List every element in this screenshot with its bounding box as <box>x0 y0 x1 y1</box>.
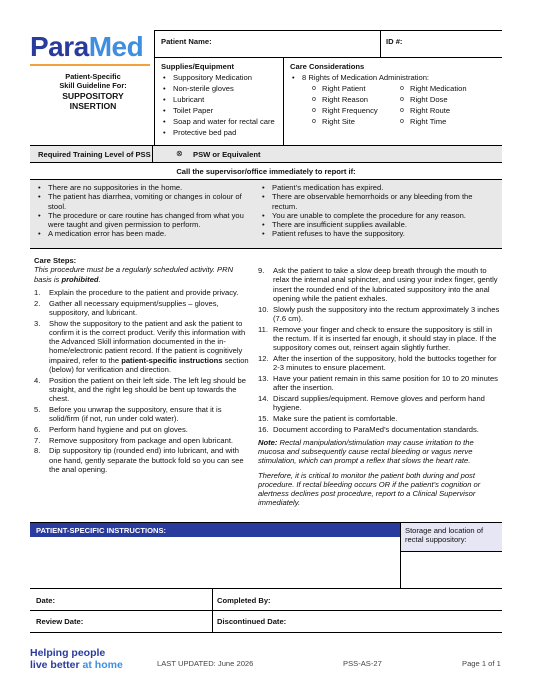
list-item: • Suppository Medication <box>161 72 281 83</box>
list-item: • Non-sterile gloves <box>161 83 281 94</box>
psi-title: PATIENT-SPECIFIC INSTRUCTIONS: <box>30 523 400 537</box>
list-item: o Right Site <box>312 116 400 127</box>
list-item: 9. Ask the patient to take a slow deep breath through the mouth to relax the internal anal sphincter, and using your index finger, gently insert the rounded end of the lubricated suppository into the anal opening while the patient exhales. <box>258 266 498 303</box>
list-item: o Right Time <box>400 116 467 127</box>
steps-list-left <box>34 288 252 474</box>
id-label: ID #: <box>386 37 403 46</box>
divider <box>283 57 284 145</box>
x-circle-icon: ⊗ <box>176 149 183 158</box>
list-item: o Right Reason <box>312 94 400 105</box>
rights-list-2 <box>400 83 467 127</box>
list-item: 7. Remove suppository from package and open lubricant. <box>34 435 234 445</box>
logo-underline <box>30 64 150 66</box>
footer-tagline: Helping people live better at home <box>30 647 123 672</box>
last-updated: LAST UPDATED: June 2026 <box>157 659 254 668</box>
divider <box>154 57 502 58</box>
storage-label: Storage and location of rectal suppository: <box>401 523 502 552</box>
list-item: 11. Remove your finger and check to ensure the suppository is still in the rectum. If it is inserted far enough, it should stay in place. If the suppository comes out, reinsert again slightly further. <box>258 324 497 352</box>
paramed-logo: ParaMed <box>30 31 144 62</box>
care-steps-left <box>34 256 252 476</box>
signoff-grid <box>30 589 502 633</box>
page-number: Page 1 of 1 <box>462 659 501 668</box>
divider <box>212 589 213 633</box>
steps-list-right <box>258 266 502 434</box>
divider <box>30 610 502 611</box>
completed-by-field[interactable]: Completed By: <box>217 596 271 605</box>
doc-code: PSS-AS-27 <box>343 659 382 668</box>
care-steps-right <box>258 266 502 508</box>
care-considerations <box>290 62 502 127</box>
review-date-field[interactable]: Review Date: <box>36 617 84 626</box>
training-label: Required Training Level of PSS <box>38 150 151 159</box>
care-steps-intro: This procedure must be a regularly scheduled activity. PRN basis is prohibited. <box>34 265 234 284</box>
list-item: • You are unable to complete the procedure for any reason. <box>260 211 498 220</box>
list-item: 15. Make sure the patient is comfortable. <box>258 413 398 423</box>
list-item: 14. Discard supplies/equipment. Remove gloves and perform hand hygiene. <box>258 393 485 412</box>
list-item: 1. Explain the procedure to the patient and provide privacy. <box>34 287 239 297</box>
supplies-list <box>161 72 281 138</box>
list-item: • Patient refuses to have the suppository. <box>260 229 498 238</box>
list-item: • There are no suppositories in the home. <box>36 183 260 192</box>
list-item: 16. Document according to ParaMed’s documentation standards. <box>258 424 479 434</box>
list-item: 4. Position the patient on their left side. The left leg should be straight, and the right leg should be bent up towards the chest. <box>34 375 247 403</box>
supplies-title: Supplies/Equipment <box>161 62 234 71</box>
list-item: 13. Have your patient remain in this same position for 10 to 20 minutes after the insertion. <box>258 373 498 392</box>
list-item: • There are observable hemorrhoids or any bleeding from the rectum. <box>260 192 498 211</box>
list-item: 3. Show the suppository to the patient and ask the patient to confirm it is the correct product. Verify this information with the Advanced Skill information documented in the in-home/electronic patient record. If the patient is cognitively impaired, refer to the patient-specific instructions section (below) for verification and direction. <box>34 318 249 374</box>
note-text: Note: Rectal manipulation/stimulation may cause irritation to the mucosa and subsequently cause rectal bleeding or vagus nerve stimulation, which can prompt a reflex that slows the heart rate. <box>258 437 474 466</box>
report-lists <box>30 180 502 249</box>
rights-list-1 <box>312 83 400 127</box>
list-item: o Right Patient <box>312 83 400 94</box>
list-item: o Right Dose <box>400 94 467 105</box>
list-item: o Right Medication <box>400 83 467 94</box>
list-item: • Toilet Paper <box>161 105 281 116</box>
list-item: 6. Perform hand hygiene and put on gloves. <box>34 424 188 434</box>
document-title: Patient-Specific Skill Guideline For: SUPPOSITORY INSERTION <box>59 72 127 112</box>
psi-input[interactable] <box>36 541 396 585</box>
training-value: PSW or Equivalent <box>193 150 261 159</box>
storage-input[interactable] <box>405 556 499 586</box>
list-item: • Protective bed pad <box>161 127 281 138</box>
list-item: • Patient’s medication has expired. <box>260 183 498 192</box>
report-list-right <box>260 183 498 239</box>
care-title: Care Considerations <box>290 62 365 71</box>
list-item: 12. After the insertion of the suppository, hold the buttocks together for 2-3 minutes to ensure placement. <box>258 353 497 372</box>
list-item: • The patient has diarrhea, vomiting or changes in colour of stool. <box>36 192 260 211</box>
list-item: o Right Route <box>400 105 467 116</box>
divider <box>154 30 502 31</box>
list-item: • The procedure or care routine has changed from what you were taught and given permission to perform. <box>36 211 260 230</box>
list-item: • Lubricant <box>161 94 281 105</box>
date-field[interactable]: Date: <box>36 596 55 605</box>
rights-columns <box>290 83 502 127</box>
divider <box>152 146 153 163</box>
therefore-text: Therefore, it is critical to monitor the patient both during and post procedure. If rectal bleeding occurs OR if the patient’s cognition or alertness declines post procedure, report to a Clinical Supervisor immediately. <box>258 470 481 508</box>
list-item: 8. Dip suppository tip (rounded end) into lubricant, and with one hand, gently separate the buttock fold so you can see the anal opening. <box>34 446 244 474</box>
patient-name-label: Patient Name: <box>161 37 212 46</box>
psi-box <box>30 522 502 589</box>
list-item: • Soap and water for rectal care <box>161 116 281 127</box>
report-header: Call the supervisor/office immediately to report if: <box>30 163 502 180</box>
list-item: 10. Slowly push the suppository into the rectum approximately 3 inches (7.6 cm). <box>258 304 500 323</box>
divider <box>380 30 381 57</box>
training-row <box>30 145 502 163</box>
discontinued-date-field[interactable]: Discontinued Date: <box>217 617 287 626</box>
list-item: 5. Before you unwrap the suppository, ensure that it is solid/firm (if not, run under cold water). <box>34 404 222 423</box>
report-list-left <box>36 183 260 239</box>
care-steps-title: Care Steps: <box>34 256 77 265</box>
list-item: 2. Gather all necessary equipment/supplies – gloves, suppository, and lubricant. <box>34 298 219 317</box>
care-lead-list <box>290 72 502 83</box>
list-item: • There are insufficient supplies available. <box>260 220 498 229</box>
list-item: o Right Frequency <box>312 105 400 116</box>
list-item: • A medication error has been made. <box>36 229 260 238</box>
supplies-section <box>161 62 281 138</box>
list-item: • 8 Rights of Medication Administration: <box>290 72 502 83</box>
divider <box>154 30 155 145</box>
